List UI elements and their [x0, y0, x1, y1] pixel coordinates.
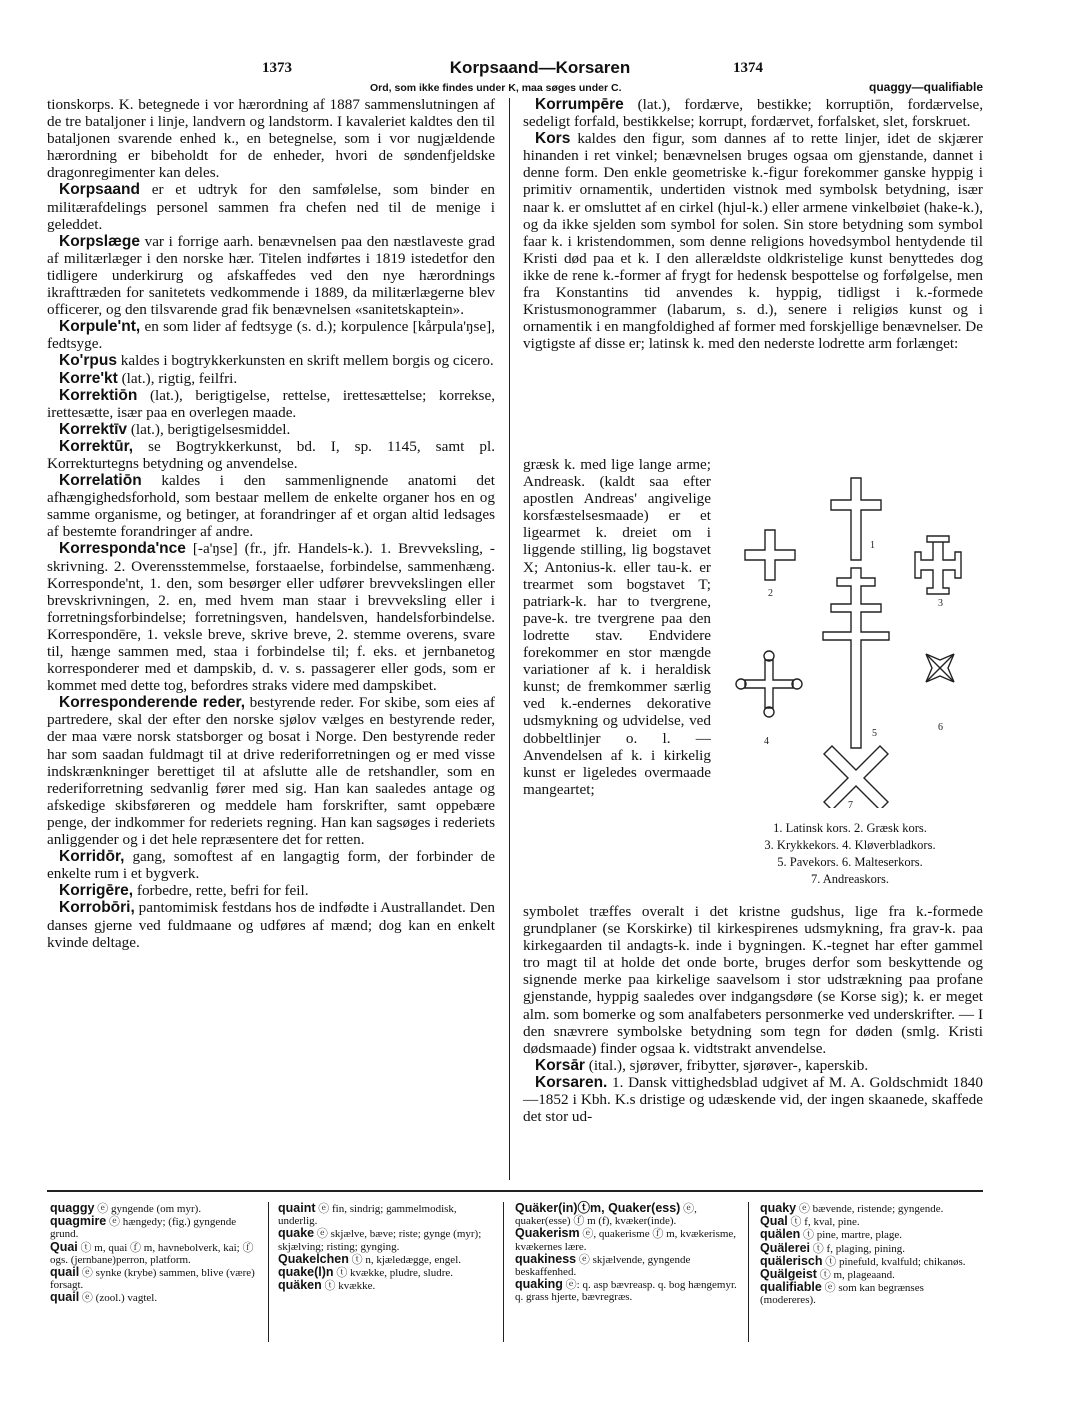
footer-text: ⓔ, quaker(esse) ⓕ m (f), kvæker(inde).: [515, 1203, 697, 1228]
figure-number: 1: [870, 540, 875, 551]
entry-text: (lat.), fordærve, bestikke; korruptiōn, fordærvelse, sedeligt forfald, bestikkelse; korrupt, fordærvet, forfalsket, slet, forskruet.: [523, 96, 983, 131]
footer-divider: [748, 1202, 749, 1342]
footer-headword: Quälerei: [760, 1240, 811, 1255]
footer-entry: [50, 1266, 260, 1291]
footer-text: ⓔ synke (krybe) sammen, blive (være) forsagt.: [50, 1267, 255, 1292]
figure-number: 2: [768, 588, 773, 599]
footer-headword: Quäker(in)ⓣm, Quaker(ess): [515, 1201, 681, 1215]
entry-headword: Korsaren.: [535, 1073, 608, 1091]
footer-text: ⓣ f, kval, pine.: [787, 1216, 860, 1229]
entry-headword: Korrigēre,: [59, 882, 134, 900]
papal-cross-icon: [823, 568, 889, 748]
footer-headword: quälerisch: [760, 1253, 823, 1268]
entry: [523, 1057, 983, 1074]
page-number-right: 1374: [733, 60, 763, 76]
caption-line: 7. Andreaskors.: [810, 872, 890, 886]
entry-headword: Korridōr,: [59, 848, 125, 866]
footer-headword: Qual: [760, 1214, 788, 1229]
entry-headword: Korrektūr,: [59, 437, 134, 455]
footer-divider: [503, 1202, 504, 1342]
footer-text: ⓔ skjælve, bæve; riste; gynge (myr); skjælving; risting; gynging.: [278, 1228, 482, 1253]
footer-column-2: [278, 1202, 493, 1292]
entry-headword: Korre'kt: [59, 369, 118, 387]
caption-line: 3. Krykkekors. 4. Kløverbladkors.: [764, 838, 936, 852]
page-subtitle: Ord, som ikke findes under K, maa søges under C.: [370, 82, 622, 94]
footer-entry: [278, 1227, 493, 1252]
footer-headword: quaggy: [50, 1201, 95, 1215]
entry: [47, 352, 495, 369]
entry-headword: Korresponderende reder,: [59, 694, 246, 712]
entry-text: kaldes i bogtrykkerkunsten en skrift mellem borgis og cicero.: [116, 352, 494, 370]
entry-text: var i forrige aarh. benævnelsen paa den næstlaveste grad af militærlæger i den norske hær. Titelen indførtes i 1819 istedetfor den tidligere underkirurg og afskaffedes ved den nye hærordnings ikrafttræden for sanitetets vedkommende i 1889, da militærlægerne blev officerer, og den tilsvarende grad fik benævnelsen «sanitetskaptein».: [47, 232, 495, 319]
entry: [47, 540, 495, 694]
footer-text: ⓣ pine, martre, plage.: [800, 1229, 903, 1242]
footer-headword: quaint: [278, 1201, 316, 1215]
footer-text: ⓔ som kan begrænses (modereres).: [760, 1282, 924, 1307]
entry-text: tionskorps. K. betegnede i vor hærordning af 1887 sammenslutningen af de tre bataljoner i linje, landvern og landstorm. I kavaleriet kaldtes den til bataljonen svarende enhed k., en betegnelse, som i vor nugjældende hærordning er bibeholdt for de enheder, hvori de søndenfjeldske dragonregimenter kan deles.: [47, 96, 495, 182]
footer-headword: Quai: [50, 1239, 78, 1254]
entry: [47, 694, 495, 848]
entry: [47, 181, 495, 232]
entry-text: se Bogtrykkerkunst, bd. I, sp. 1145, samt pl. Korrekturtegns betydning og anvendelse.: [47, 437, 495, 472]
entry-text: (ital.), sjørøver, fribytter, sjørøver-, kaperskib.: [584, 1056, 869, 1074]
footer-range: quaggy—qualifiable: [868, 80, 983, 94]
footer-text: ⓣ kvække.: [321, 1280, 376, 1293]
footer-text: ⓔ skjælvende, gyngende beskaffenhed.: [515, 1253, 691, 1279]
footer-entry: [515, 1278, 740, 1303]
entry-headword: Ko'rpus: [59, 352, 117, 370]
footer-headword: Quakerism: [515, 1226, 580, 1241]
right-column-narrow: [523, 456, 711, 798]
footer-text: ⓔ fin, sindrig; gammelmodisk, underlig.: [278, 1203, 457, 1228]
entry-paragraph: [47, 96, 495, 181]
entry: [47, 370, 495, 387]
entry: [47, 421, 495, 438]
greek-cross-icon: [745, 530, 795, 580]
footer-text: ⓔ, quakerisme ⓕ m, kvækerisme, kvækernes lære.: [515, 1228, 737, 1253]
footer-text: ⓣ m, quai ⓕ m, havnebolverk, kai; ⓕ ogs. (jernbane)perron, platform.: [50, 1241, 254, 1266]
footer-entry: [50, 1215, 260, 1240]
entry-text: pantomimisk festdans hos de indfødte i Australlandet. Den danses gjerne ved fuldmaane og udføres af mænd; dog kan en enkelt kvinde deltage.: [47, 899, 495, 951]
footer-text: ⓣ pinefuld, kvalfuld; chikanøs.: [822, 1255, 966, 1268]
entry-headword: Korrobōri,: [59, 899, 135, 917]
entry-text: 1. Dansk vittighedsblad udgivet af M. A. Goldschmidt 1840—1852 i Kbh. K.s dristige og udæskende vid, der ingen skaanede, skaffede det stor ud-: [523, 1073, 983, 1126]
figure-caption: [720, 820, 980, 888]
entry-headword: Kors: [535, 130, 571, 148]
footer-text: ⓔ gyngende (om myr).: [94, 1203, 202, 1215]
left-column: [47, 96, 495, 951]
page-title: Korpsaand—Korsaren: [449, 58, 631, 77]
footer-entry: [50, 1241, 260, 1266]
footer-headword: quagmire: [50, 1214, 107, 1229]
right-column-bottom: [523, 903, 983, 1125]
footer-text: ⓔ: q. asp bævreasp. q. bog hængemyr. q. grass hjerte, bævregræs.: [515, 1279, 737, 1304]
entry-headword: Korresponda'nce: [59, 540, 186, 558]
footer-headword: quake(l)n: [278, 1265, 334, 1280]
entry-text: græsk k. med lige lange arme; Andreask. (kaldt saa efter apostlen Andreas' angivelige korsfæstelsesmaade) er et ligearmet k. dreiet om i liggende stilling, lig bogstavet X; Antonius-k. eller tau-k. er trearmet som bogstavet T; patriark-k. har to tvergrene, pave-k. tre tvergrene paa den lodrette stav. Endvidere forekommer en stor mængde variationer af k. i heraldisk kunst; de fremkommer særlig ved k.-endernes dekorative udsmykning og udvidelse, ved dobbeltlinjer o. l. — Anvendelsen af k. i kirkelig kunst er ligeledes overmaade mangeartet;: [523, 456, 711, 798]
andrew-cross-icon: [824, 746, 888, 808]
footer-text: ⓣ n, kjæledægge, engel.: [348, 1253, 461, 1266]
entry-headword: Korpule'nt,: [59, 318, 141, 336]
footer-headword: quälen: [760, 1227, 801, 1242]
figure-number: 3: [938, 598, 943, 609]
entry-text: bestyrende reder. For skibe, som eies af partredere, skal der efter den norske sjølov vælges en bestyrende reder, der maa være norsk statsborger og bosat i Norge. Den bestyrende reder har som saadan fuldmagt til at drive rederiforretningen og er med visse indskrænkninger berettiget til at afslutte alle de retshandler, som en rederiforretning sedvanlig fører med sig. Han kan saaledes antage og afskedige skibsføreren og meddele ham forskrifter, samt oppebære penge, der indkommer for rederiets regning. Han kan sagsøges i rederiets anliggender og i det hele repræsentere det for retten.: [47, 694, 495, 849]
footer-column-1: [50, 1202, 260, 1305]
entry: [523, 130, 983, 352]
entry-headword: Korsār: [535, 1056, 585, 1074]
entry: [47, 387, 495, 421]
footer-entry: [515, 1202, 740, 1227]
footer-column-4: [760, 1202, 982, 1307]
footer-text: ⓣ kvække, pludre, sludre.: [333, 1267, 454, 1280]
entry: [47, 899, 495, 950]
entry: [47, 318, 495, 352]
footer-entry: [278, 1202, 493, 1227]
footer-rule: [47, 1190, 983, 1192]
footer-headword: quail: [50, 1265, 80, 1280]
entry-headword: Korrektīv: [59, 420, 128, 438]
entry: [523, 1074, 983, 1125]
footer-headword: quäken: [278, 1278, 322, 1293]
footer-column-3: [515, 1202, 740, 1304]
footer-entry: [515, 1227, 740, 1252]
entry-text: kaldes i den sammenlignende anatomi det afhængighedsforhold, som bestaar mellem de enkelte organer hos en og samme organisme, og betinger, at forandringer af et organ altid ledsages af bestemte forandringer af andre.: [47, 472, 495, 541]
page-number-left: 1373: [262, 60, 292, 76]
entry-text: kaldes den figur, som dannes af to rette linjer, idet de skjærer hinanden i ret vinkel; benævnelsen bruges ogsaa om gjenstande, dannet i denne form. Den enkle geometriske k.-figur forekommer ganske hyppig i primitiv ornamentik, undertiden vistnok med symbolsk betydning, især naar k. er omsluttet af en cirkel (hjul-k.) eller armene vinkelbøiet (hake-k.), og da ikke sjelden som symbol for solen. Sin store betydning som symbol faar k. i kristendommen, som denne religions hovedsymbol hentydende til Kristi død paa et k. I den allerældste oldkristelige kunst benyttedes dog ikke de rene k.-former af frygt for hedensk bespottelse og forfølgelse, men fra Konstantins tid anvendes k. hyppig, tidligst i k.-formede Kristusmonogrammer (labarum, s. d.), senere i religiøs kunst og i ornamentik i en mangfoldighed af former med forskjellige benævnelser. De vigtigste af disse er; latinsk k. med den nederste lodrette arm forlænget:: [523, 130, 983, 353]
entry-headword: Korpsaand: [59, 181, 140, 199]
footer-divider: [268, 1202, 269, 1342]
entry-headword: Korrumpēre: [535, 96, 624, 113]
crutch-cross-icon: [915, 536, 961, 594]
footer-text: ⓣ m, plageaand.: [816, 1269, 895, 1282]
footer-entry: [515, 1253, 740, 1278]
footer-entry: [278, 1279, 493, 1292]
entry-text: gang, somoftest af en langagtig form, der forbinder de enkelte rum i et bygverk.: [47, 848, 495, 883]
entry-text: forbedre, rette, befri for feil.: [133, 882, 309, 900]
entry: [523, 96, 983, 130]
footer-entry: [50, 1291, 260, 1304]
entry-text: (lat.), berigtigelsesmiddel.: [127, 420, 291, 438]
footer-headword: quaky: [760, 1201, 797, 1215]
footer-text: ⓣ f, plaging, pining.: [810, 1242, 906, 1255]
footer-text: ⓔ (zool.) vagtel.: [79, 1292, 158, 1305]
crosses-figure: [720, 468, 980, 808]
entry: [47, 472, 495, 540]
entry: [523, 903, 983, 1057]
footer-headword: qualifiable: [760, 1280, 822, 1295]
footer-headword: quail: [50, 1290, 80, 1305]
footer-headword: Quälgeist: [760, 1267, 817, 1282]
footer-headword: quaking: [515, 1277, 563, 1292]
entry-text: [-a'ŋse] (fr., jfr. Handels-k.). 1. Brevveksling, -skrivning. 2. Overensstemmelse, forstaaelse, forbindelse, sammenhæng. Korresponde'nt, 1. den, som besørger eller udfører brevvekslingen eller brevskrivningen, 2. en, med hvem man staar i brevveksling eller i forretningsforbindelse; forretningsven, handelsven, handelsforbindelse. Korrespondēre, 1. veksle breve, skrive breve, 2. stemme overens, svare til, hænge sammen med, staa i forbindelse til; f. eks. et jernbanetog korresponderer med et dampskib, d. v. s. passagerer eller gods, som er kommet med dette tog, befordres straks videre med dampskibet.: [47, 540, 495, 695]
footer-headword: quake: [278, 1226, 315, 1241]
entry-text: (lat.), rigtig, feilfri.: [117, 369, 238, 387]
entry: [47, 848, 495, 882]
cloverleaf-cross-icon: [745, 660, 793, 708]
footer-text: ⓔ bævende, ristende; gyngende.: [796, 1203, 944, 1215]
entry-headword: Korpslæge: [59, 232, 140, 250]
entry: [47, 882, 495, 899]
entry-text: er et udtryk for den samfølelse, som binder en militærafdelings personel sammen fra chefen ned til de menige i geleddet.: [47, 181, 495, 233]
footer-entry: [760, 1202, 982, 1215]
figure-number: 5: [872, 728, 877, 739]
footer-text: ⓔ hængedy; (fig.) gyngende grund.: [50, 1216, 237, 1241]
column-divider: [509, 98, 510, 1180]
footer-headword: Quakelchen: [278, 1251, 349, 1266]
figure-number: 4: [764, 736, 769, 747]
entry-headword: Korrektiōn: [59, 386, 138, 404]
entry: [47, 438, 495, 472]
entry-text: (lat.), berigtigelse, rettelse, irettesættelse; korrekse, irettesætte, især paa en overlegen maade.: [47, 386, 495, 421]
caption-line: 5. Pavekors. 6. Malteserkors.: [777, 855, 923, 869]
maltese-cross-icon: [926, 654, 954, 682]
right-column-top: [523, 96, 983, 352]
entry: [47, 233, 495, 318]
entry-text: symbolet træffes overalt i det kristne gudshus, lige fra k.-formede grundplaner (se Korskirke) til kirkespirenes udsmykning, fra grav-k. paa kirkegaarden til andagts-k. inde i bygningen. K.-tegnet har efter gammel tro magt til at holde det onde borte, bruges derfor som beskyttende og signende merke paa kirkelige saavelsom i stor udstrækning paa profane gjenstande, hyppig saaledes over indgangsdøre (se Korse sig); k. er meget alm. som bomerke og som analfabeters personmerke ved underskrifter. — I den snævrere symbolske betydning som tegn for døden (smlg. Kristi dødsmaade) finder ogsaa k. vidtstrakt anvendelse.: [523, 903, 983, 1057]
entry-text: en som lider af fedtsyge (s. d.); korpulence [kårpula'ŋse], fedtsyge.: [47, 318, 495, 353]
figure-number: 6: [938, 722, 943, 733]
footer-entry: [760, 1281, 982, 1306]
footer-headword: quakiness: [515, 1251, 577, 1266]
figure-number: 7: [848, 800, 853, 808]
caption-line: 1. Latinsk kors. 2. Græsk kors.: [773, 821, 927, 835]
entry-headword: Korrelatiōn: [59, 472, 142, 490]
